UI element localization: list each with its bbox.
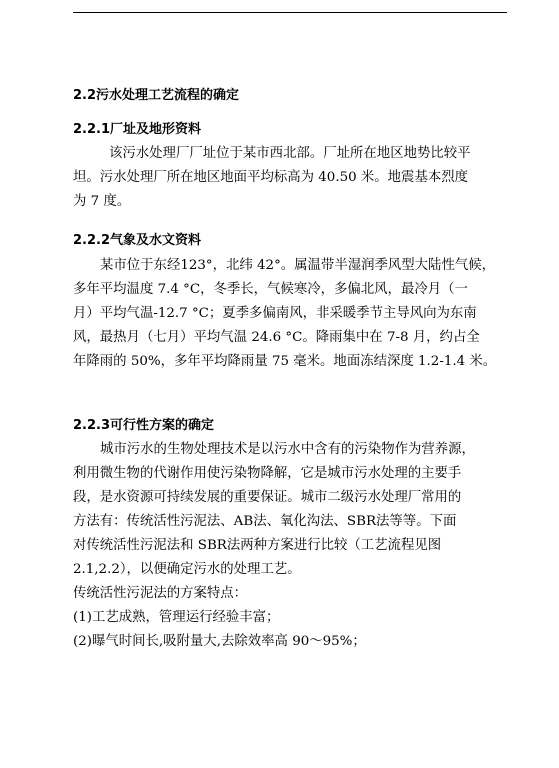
section-heading-2-2-1: 2.2.1厂址及地形资料	[73, 122, 202, 137]
paragraph-line: 某市位于东经123°，北纬 42°。属温带半湿润季风型大陆性气候，	[100, 258, 496, 273]
paragraph-site	[73, 142, 513, 214]
paragraph-line: 为 7 度。	[73, 194, 131, 209]
paragraph-line: 该污水处理厂厂址位于某市西北部。厂址所在地区地势比较平	[109, 146, 471, 161]
section-heading-2-2-2: 2.2.2气象及水文资料	[73, 233, 202, 248]
paragraph-line: 坦。污水处理厂所在地区地面平均标高为 40.50 米。地震基本烈度	[73, 170, 469, 185]
paragraph-line: 利用微生物的代谢作用使污染物降解，它是城市污水处理的主要手	[73, 466, 462, 481]
paragraph-climate	[73, 254, 513, 374]
header-rule	[73, 12, 507, 13]
paragraph-line: 多年平均温度 7.4 °C，冬季长，气候寒冷，多偏北风，最冷月（一	[73, 282, 468, 297]
section-heading-2-2: 2.2污水处理工艺流程的确定	[73, 88, 240, 103]
paragraph-line: 传统活性污泥法的方案特点：	[73, 586, 248, 601]
paragraph-feasibility	[73, 438, 513, 654]
paragraph-line: 风，最热月（七月）平均气温 24.6 °C。降雨集中在 7-8 月，约占全	[73, 330, 480, 345]
paragraph-line: 年降雨的 50%，多年平均降雨量 75 毫米。地面冻结深度 1.2-1.4 米。	[73, 354, 497, 369]
section-heading-2-2-3: 2.2.3可行性方案的确定	[73, 418, 215, 433]
paragraph-line: 2.1,2.2），以便确定污水的处理工艺。	[73, 562, 301, 577]
paragraph-line: 城市污水的生物处理技术是以污水中含有的污染物作为营养源，	[100, 442, 475, 457]
paragraph-line: 对传统活性污泥法和 SBR法两种方案进行比较（工艺流程见图	[73, 538, 442, 553]
paragraph-line: 段，是水资源可持续发展的重要保证。城市二级污水处理厂常用的	[73, 490, 462, 505]
list-item: (1)工艺成熟，管理运行经验丰富；	[73, 610, 280, 625]
paragraph-line: 方法有：传统活性污泥法、AB法、氧化沟法、SBR法等等。下面	[73, 514, 457, 529]
paragraph-line: 月）平均气温-12.7 °C；夏季多偏南风，非采暖季节主导风向为东南	[73, 306, 477, 321]
list-item: (2)曝气时间长,吸附量大,去除效率高 90～95%；	[73, 634, 366, 649]
